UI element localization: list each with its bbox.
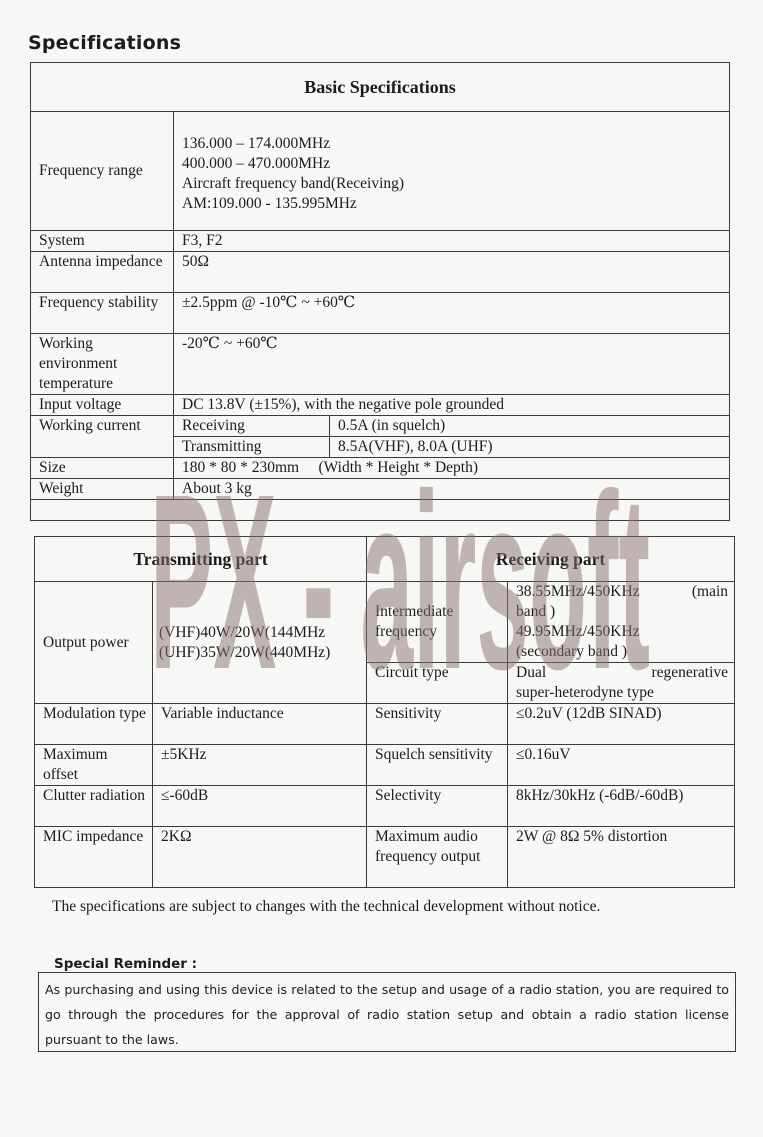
table-row [31,231,730,252]
transmitting-part-title: Transmitting part [35,537,367,582]
working-temperature-value: -20℃ ~ +60℃ [174,334,730,395]
frequency-stability-value: ±2.5ppm @ -10℃ ~ +60℃ [174,293,730,334]
weight-value: About 3 kg [174,479,730,500]
output-power-vhf: (VHF)40W/20W(144MHz [159,623,326,641]
circuit-type-line: super-heterodyne type [516,684,654,701]
selectivity-value: 8kHz/30kHz (-6dB/-60dB) [508,786,735,827]
output-power-uhf: (UHF)35W/20W(440MHz) [159,643,331,661]
basic-specifications-title: Basic Specifications [31,63,730,112]
watermark-text: PX - airsoft [150,442,650,700]
clutter-radiation-value: ≤-60dB [153,786,367,827]
frequency-range-label: Frequency range [31,112,174,231]
frequency-range-value [174,112,730,231]
receiving-part-title: Receiving part [367,537,735,582]
table-row [35,827,735,888]
special-reminder-heading: Special Reminder : [54,956,198,972]
antenna-impedance-value: 50Ω [174,252,730,293]
circuit-type-label: Circuit type [367,663,508,704]
table-row [35,582,735,663]
maximum-offset-label: Maximum offset [35,745,153,786]
system-value: F3, F2 [174,231,730,252]
intermediate-frequency-main-band: band ) [516,603,556,620]
intermediate-frequency-label: Intermediate frequency [367,582,508,663]
working-temperature-label: Working environment temperature [31,334,174,395]
sensitivity-label: Sensitivity [367,704,508,745]
intermediate-frequency-main: 38.55MHz/450KHz (main [516,583,729,600]
parts-specifications-table [34,536,735,888]
table-row [31,479,730,500]
intermediate-frequency-secondary-band: (secondary band ) [516,643,628,660]
table-row [35,745,735,786]
sensitivity-value: ≤0.2uV (12dB SINAD) [508,704,735,745]
table-row [31,293,730,334]
frequency-range-line: AM:109.000 - 135.995MHz [182,195,357,212]
table-header-row [31,63,730,112]
specifications-notice: The specifications are subject to changes with the technical development without notice. [52,898,601,915]
table-row [35,786,735,827]
output-power-label: Output power [35,582,153,704]
page-title: Specifications [28,32,182,54]
frequency-range-line: Aircraft frequency band(Receiving) [182,175,405,192]
input-voltage-value: DC 13.8V (±15%), with the negative pole grounded [174,395,730,416]
receiving-current-value: 0.5A (in squelch) [330,416,730,437]
table-row [31,395,730,416]
mic-impedance-label: MIC impedance [35,827,153,888]
table-header-row [35,537,735,582]
table-row [31,416,730,437]
receiving-current-label: Receiving [174,416,330,437]
table-row [31,252,730,293]
table-row [35,704,735,745]
modulation-type-value: Variable inductance [153,704,367,745]
size-value: 180 * 80 * 230mm (Width * Height * Depth) [174,458,730,479]
maximum-offset-value: ±5KHz [153,745,367,786]
weight-label: Weight [31,479,174,500]
spacer-cell [31,500,730,521]
system-label: System [31,231,174,252]
special-reminder-text: As purchasing and using this device is related to the setup and usage of a radio station, you are required to go through the procedures for the approval of radio station setup and obtain a radio station license pursuant to the laws. [38,972,736,1052]
table-row [31,334,730,395]
transmitting-current-label: Transmitting [174,437,330,458]
frequency-range-line: 400.000 – 470.000MHz [182,155,331,172]
squelch-sensitivity-value: ≤0.16uV [508,745,735,786]
transmitting-current-value: 8.5A(VHF), 8.0A (UHF) [330,437,730,458]
intermediate-frequency-secondary: 49.95MHz/450KHz [516,623,640,640]
selectivity-label: Selectivity [367,786,508,827]
antenna-impedance-label: Antenna impedance [31,252,174,293]
maximum-audio-output-label: Maximum audio frequency output [367,827,508,888]
circuit-type-line: Dual regenerative [516,664,729,681]
intermediate-frequency-value [508,582,735,663]
table-row [31,458,730,479]
basic-specifications-table [30,62,730,521]
size-label: Size [31,458,174,479]
circuit-type-value [508,663,735,704]
output-power-value [153,582,367,704]
maximum-audio-output-value: 2W @ 8Ω 5% distortion [508,827,735,888]
frequency-stability-label: Frequency stability [31,293,174,334]
modulation-type-label: Modulation type [35,704,153,745]
working-current-label: Working current [31,416,174,458]
squelch-sensitivity-label: Squelch sensitivity [367,745,508,786]
frequency-range-line: 136.000 – 174.000MHz [182,135,331,152]
clutter-radiation-label: Clutter radiation [35,786,153,827]
table-spacer-row [31,500,730,521]
table-row [31,112,730,231]
input-voltage-label: Input voltage [31,395,174,416]
mic-impedance-value: 2KΩ [153,827,367,888]
